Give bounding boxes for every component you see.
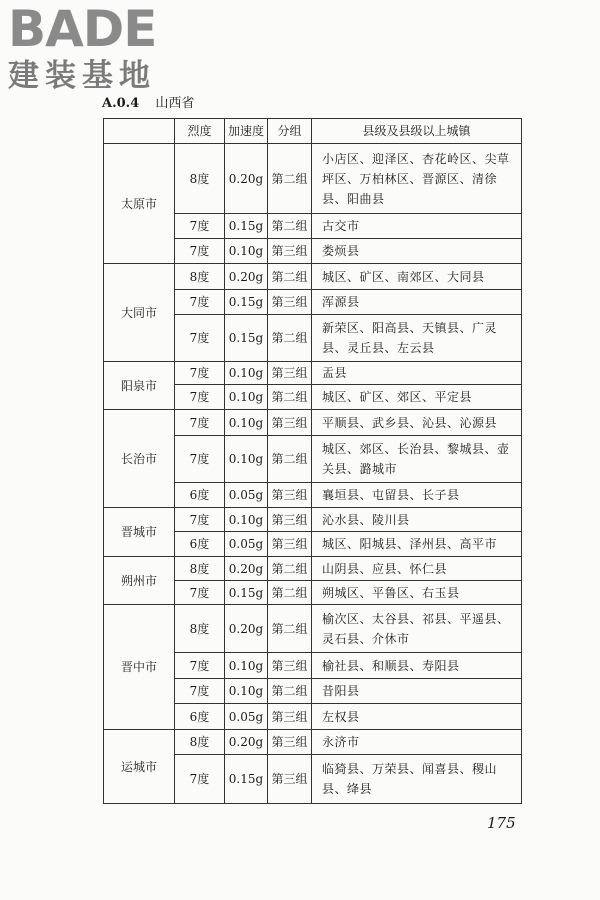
city-name-cell: 长治市	[104, 410, 175, 508]
group-cell: 第二组	[268, 679, 312, 704]
table-row	[104, 605, 522, 653]
table-row	[104, 264, 522, 290]
acceleration-cell: 0.20g	[225, 557, 268, 581]
intensity-cell: 7度	[175, 436, 225, 483]
city-name-cell: 运城市	[104, 730, 175, 804]
group-cell: 第二组	[268, 581, 312, 605]
group-cell: 第三组	[268, 239, 312, 264]
seismic-table	[103, 118, 522, 804]
table-row	[104, 508, 522, 532]
header-group: 分组	[268, 119, 312, 144]
towns-cell: 左权县	[312, 704, 522, 730]
acceleration-cell: 0.15g	[225, 755, 268, 804]
intensity-cell: 6度	[175, 704, 225, 730]
group-cell: 第三组	[268, 483, 312, 508]
table-row	[104, 410, 522, 436]
acceleration-cell: 0.10g	[225, 410, 268, 436]
intensity-cell: 7度	[175, 508, 225, 532]
group-cell: 第三组	[268, 653, 312, 679]
table-row	[104, 144, 522, 214]
group-cell: 第二组	[268, 436, 312, 483]
towns-cell: 城区、阳城县、泽州县、高平市	[312, 532, 522, 557]
intensity-cell: 7度	[175, 410, 225, 436]
acceleration-cell: 0.20g	[225, 605, 268, 653]
towns-cell: 永济市	[312, 730, 522, 755]
towns-cell: 昔阳县	[312, 679, 522, 704]
towns-cell: 平顺县、武乡县、沁县、沁源县	[312, 410, 522, 436]
table-body	[104, 144, 522, 804]
acceleration-cell: 0.20g	[225, 730, 268, 755]
acceleration-cell: 0.10g	[225, 239, 268, 264]
towns-cell: 浑源县	[312, 290, 522, 315]
intensity-cell: 8度	[175, 264, 225, 290]
group-cell: 第三组	[268, 532, 312, 557]
intensity-cell: 7度	[175, 755, 225, 804]
acceleration-cell: 0.20g	[225, 264, 268, 290]
group-cell: 第二组	[268, 557, 312, 581]
towns-cell: 山阴县、应县、怀仁县	[312, 557, 522, 581]
table-row	[104, 362, 522, 385]
section-number: A.0.4	[102, 96, 140, 111]
acceleration-cell: 0.15g	[225, 315, 268, 362]
group-cell: 第二组	[268, 605, 312, 653]
towns-cell: 城区、矿区、郊区、平定县	[312, 385, 522, 410]
acceleration-cell: 0.15g	[225, 581, 268, 605]
group-cell: 第二组	[268, 315, 312, 362]
intensity-cell: 7度	[175, 385, 225, 410]
city-name-cell: 朔州市	[104, 557, 175, 605]
intensity-cell: 7度	[175, 239, 225, 264]
towns-cell: 城区、郊区、长治县、黎城县、壶关县、潞城市	[312, 436, 522, 483]
intensity-cell: 7度	[175, 679, 225, 704]
acceleration-cell: 0.10g	[225, 436, 268, 483]
group-cell: 第二组	[268, 385, 312, 410]
towns-cell: 榆次区、太谷县、祁县、平遥县、灵石县、介休市	[312, 605, 522, 653]
group-cell: 第二组	[268, 144, 312, 214]
towns-cell: 娄烦县	[312, 239, 522, 264]
group-cell: 第三组	[268, 730, 312, 755]
intensity-cell: 8度	[175, 730, 225, 755]
intensity-cell: 7度	[175, 290, 225, 315]
intensity-cell: 8度	[175, 557, 225, 581]
city-name-cell: 晋中市	[104, 605, 175, 730]
group-cell: 第三组	[268, 410, 312, 436]
header-acceleration: 加速度	[225, 119, 268, 144]
city-name-cell: 太原市	[104, 144, 175, 264]
group-cell: 第三组	[268, 704, 312, 730]
logo-wordmark: BADE	[8, 0, 157, 58]
towns-cell: 小店区、迎泽区、杏花岭区、尖草坪区、万柏林区、晋源区、清徐县、阳曲县	[312, 144, 522, 214]
city-name-cell: 阳泉市	[104, 362, 175, 410]
header-towns: 县级及县级以上城镇	[312, 119, 522, 144]
intensity-cell: 6度	[175, 532, 225, 557]
city-name-cell: 晋城市	[104, 508, 175, 557]
group-cell: 第三组	[268, 362, 312, 385]
city-name-cell: 大同市	[104, 264, 175, 362]
acceleration-cell: 0.05g	[225, 532, 268, 557]
towns-cell: 临猗县、万荣县、闻喜县、稷山县、绛县	[312, 755, 522, 804]
towns-cell: 沁水县、陵川县	[312, 508, 522, 532]
bade-logo	[8, 0, 178, 98]
acceleration-cell: 0.05g	[225, 704, 268, 730]
towns-cell: 榆社县、和顺县、寿阳县	[312, 653, 522, 679]
intensity-cell: 7度	[175, 653, 225, 679]
table-header-row	[104, 119, 522, 144]
acceleration-cell: 0.10g	[225, 385, 268, 410]
intensity-cell: 7度	[175, 581, 225, 605]
group-cell: 第三组	[268, 508, 312, 532]
table-row	[104, 557, 522, 581]
section-heading	[102, 92, 194, 111]
acceleration-cell: 0.10g	[225, 508, 268, 532]
section-title: 山西省	[155, 96, 195, 111]
header-intensity: 烈度	[175, 119, 225, 144]
towns-cell: 朔城区、平鲁区、右玉县	[312, 581, 522, 605]
page-number: 175	[487, 814, 516, 832]
acceleration-cell: 0.10g	[225, 679, 268, 704]
acceleration-cell: 0.10g	[225, 653, 268, 679]
intensity-cell: 6度	[175, 483, 225, 508]
towns-cell: 古交市	[312, 214, 522, 239]
logo-subtitle: 建装基地	[8, 58, 156, 94]
acceleration-cell: 0.15g	[225, 290, 268, 315]
group-cell: 第二组	[268, 214, 312, 239]
towns-cell: 盂县	[312, 362, 522, 385]
acceleration-cell: 0.10g	[225, 362, 268, 385]
acceleration-cell: 0.15g	[225, 214, 268, 239]
towns-cell: 城区、矿区、南郊区、大同县	[312, 264, 522, 290]
towns-cell: 新荣区、阳高县、天镇县、广灵县、灵丘县、左云县	[312, 315, 522, 362]
header-city	[104, 119, 175, 144]
towns-cell: 襄垣县、屯留县、长子县	[312, 483, 522, 508]
group-cell: 第三组	[268, 290, 312, 315]
acceleration-cell: 0.20g	[225, 144, 268, 214]
group-cell: 第二组	[268, 264, 312, 290]
intensity-cell: 7度	[175, 362, 225, 385]
intensity-cell: 8度	[175, 144, 225, 214]
intensity-cell: 7度	[175, 214, 225, 239]
table-row	[104, 730, 522, 755]
intensity-cell: 7度	[175, 315, 225, 362]
group-cell: 第三组	[268, 755, 312, 804]
acceleration-cell: 0.05g	[225, 483, 268, 508]
intensity-cell: 8度	[175, 605, 225, 653]
